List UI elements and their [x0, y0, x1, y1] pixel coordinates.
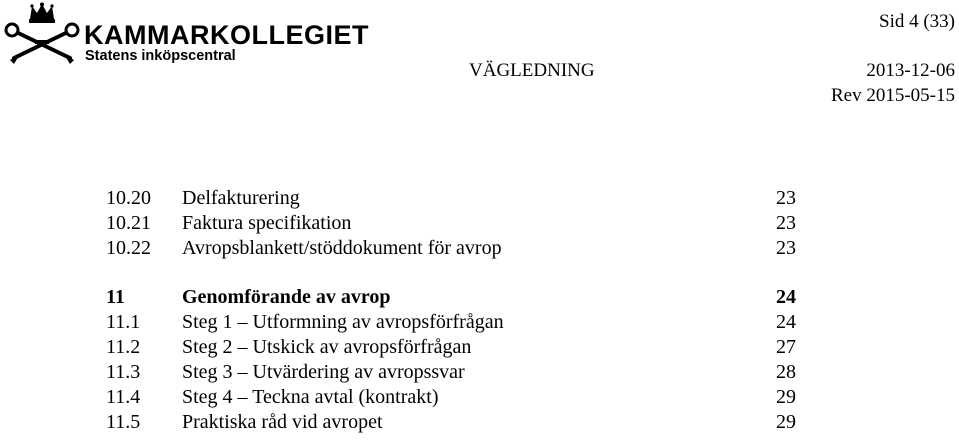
toc-entry-number: 11.5 — [106, 411, 141, 433]
toc-entry[interactable] — [106, 360, 796, 385]
toc-entry-page: 29 — [776, 386, 796, 408]
toc-entry[interactable] — [106, 310, 796, 335]
toc-entry[interactable] — [106, 236, 796, 261]
brand-subtitle: Statens inköpscentral — [85, 48, 236, 64]
crown-keys-emblem-icon — [4, 2, 80, 66]
toc-entry-number: 10.20 — [106, 187, 151, 209]
toc-entry-page: 29 — [776, 411, 796, 433]
toc-entry-number: 10.21 — [106, 212, 151, 234]
toc-entry[interactable] — [106, 335, 796, 360]
toc-entry-title: Praktiska råd vid avropet — [182, 411, 383, 433]
toc-entry-title: Steg 2 – Utskick av avropsförfrågan — [182, 336, 472, 358]
toc-entry-number: 11.4 — [106, 386, 141, 408]
toc-entry-title: Delfakturering — [182, 187, 300, 209]
toc-entry-title: Genomförande av avrop — [182, 286, 391, 308]
toc-entry-page: 27 — [776, 336, 796, 358]
section-spacer — [106, 261, 796, 285]
toc-entry-number: 11 — [106, 286, 125, 308]
brand-name: KAMMARKOLLEGIET — [84, 20, 369, 50]
toc-chapter-heading[interactable] — [106, 285, 796, 310]
toc-entry-title: Avropsblankett/stöddokument för avrop — [182, 237, 502, 259]
toc-entry[interactable] — [106, 186, 796, 211]
toc-entry[interactable] — [106, 410, 796, 435]
document-date: 2013-12-06 — [866, 60, 955, 81]
toc-entry-number: 11.2 — [106, 336, 141, 358]
toc-entry-page: 24 — [776, 311, 796, 333]
document-type: VÄGLEDNING — [469, 60, 595, 81]
toc-entry[interactable] — [106, 211, 796, 236]
toc-entry-number: 11.1 — [106, 311, 141, 333]
toc-entry[interactable] — [106, 385, 796, 410]
table-of-contents — [106, 186, 796, 435]
toc-entry-title: Steg 3 – Utvärdering av avropssvar — [182, 361, 465, 383]
toc-entry-title: Steg 4 – Teckna avtal (kontrakt) — [182, 386, 439, 408]
document-revision: Rev 2015-05-15 — [830, 85, 955, 106]
toc-entry-page: 23 — [776, 237, 796, 259]
toc-entry-page: 23 — [776, 212, 796, 234]
kammarkollegiet-logo — [0, 0, 369, 72]
toc-entry-number: 10.22 — [106, 237, 151, 259]
toc-entry-page: 23 — [776, 187, 796, 209]
toc-entry-title: Steg 1 – Utformning av avropsförfrågan — [182, 311, 504, 333]
toc-entry-number: 11.3 — [106, 361, 141, 383]
toc-entry-title: Faktura specifikation — [182, 212, 352, 234]
toc-entry-page: 24 — [776, 286, 796, 308]
page-number: Sid 4 (33) — [879, 11, 955, 32]
toc-entry-page: 28 — [776, 361, 796, 383]
